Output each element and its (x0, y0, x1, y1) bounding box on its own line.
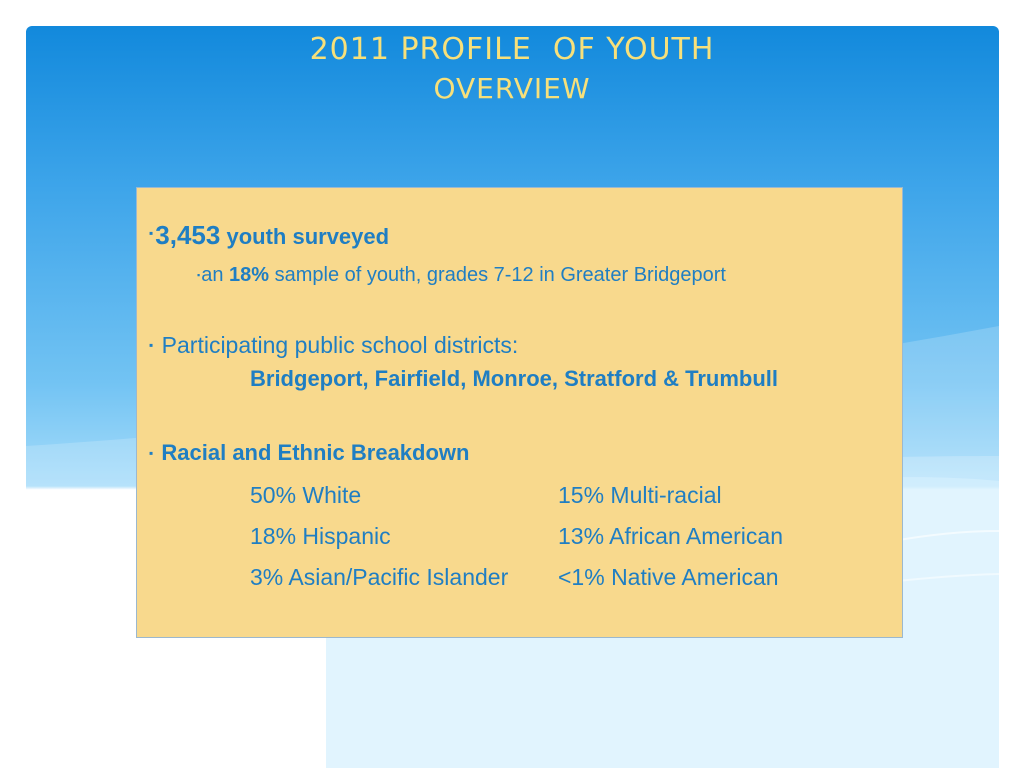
racial-heading: Racial and Ethnic Breakdown (161, 440, 470, 465)
title-line-1 (0, 30, 1024, 70)
title-subtitle: OVERVIEW (433, 72, 591, 105)
surveyed-bullet (149, 220, 389, 251)
bullet-icon: ▪ (149, 446, 154, 460)
ethnicity-multiracial: 15% Multi-racial (558, 482, 722, 508)
bullet-icon: ▪ (197, 270, 201, 280)
racial-bullet (149, 440, 469, 466)
ethnicity-african-american: 13% African American (558, 523, 784, 549)
sample-percent: 18% (229, 264, 270, 286)
slide-title (0, 30, 1024, 108)
sample-prefix: an (201, 264, 224, 286)
overview-box (136, 187, 903, 638)
surveyed-label: youth surveyed (226, 224, 390, 249)
bullet-icon: ▪ (149, 226, 154, 240)
districts-bullet (149, 332, 518, 359)
districts-list: Bridgeport, Fairfield, Monroe, Stratford & Trumbull (250, 366, 779, 391)
sample-description: sample of youth, grades 7-12 in Greater Bridgeport (274, 264, 726, 286)
title-year: 2011 (309, 32, 390, 67)
districts-heading: Participating public school districts: (161, 332, 519, 358)
ethnicity-native-american: <1% Native American (558, 564, 779, 590)
ethnicity-asian-pacific: 3% Asian/Pacific Islander (250, 564, 509, 590)
ethnicity-hispanic: 18% Hispanic (250, 523, 391, 549)
bullet-icon: ▪ (149, 338, 154, 352)
sample-bullet (197, 264, 726, 287)
surveyed-count: 3,453 (155, 220, 221, 250)
ethnicity-white: 50% White (250, 482, 362, 508)
title-main: PROFILE OF YOUTH (400, 32, 715, 67)
